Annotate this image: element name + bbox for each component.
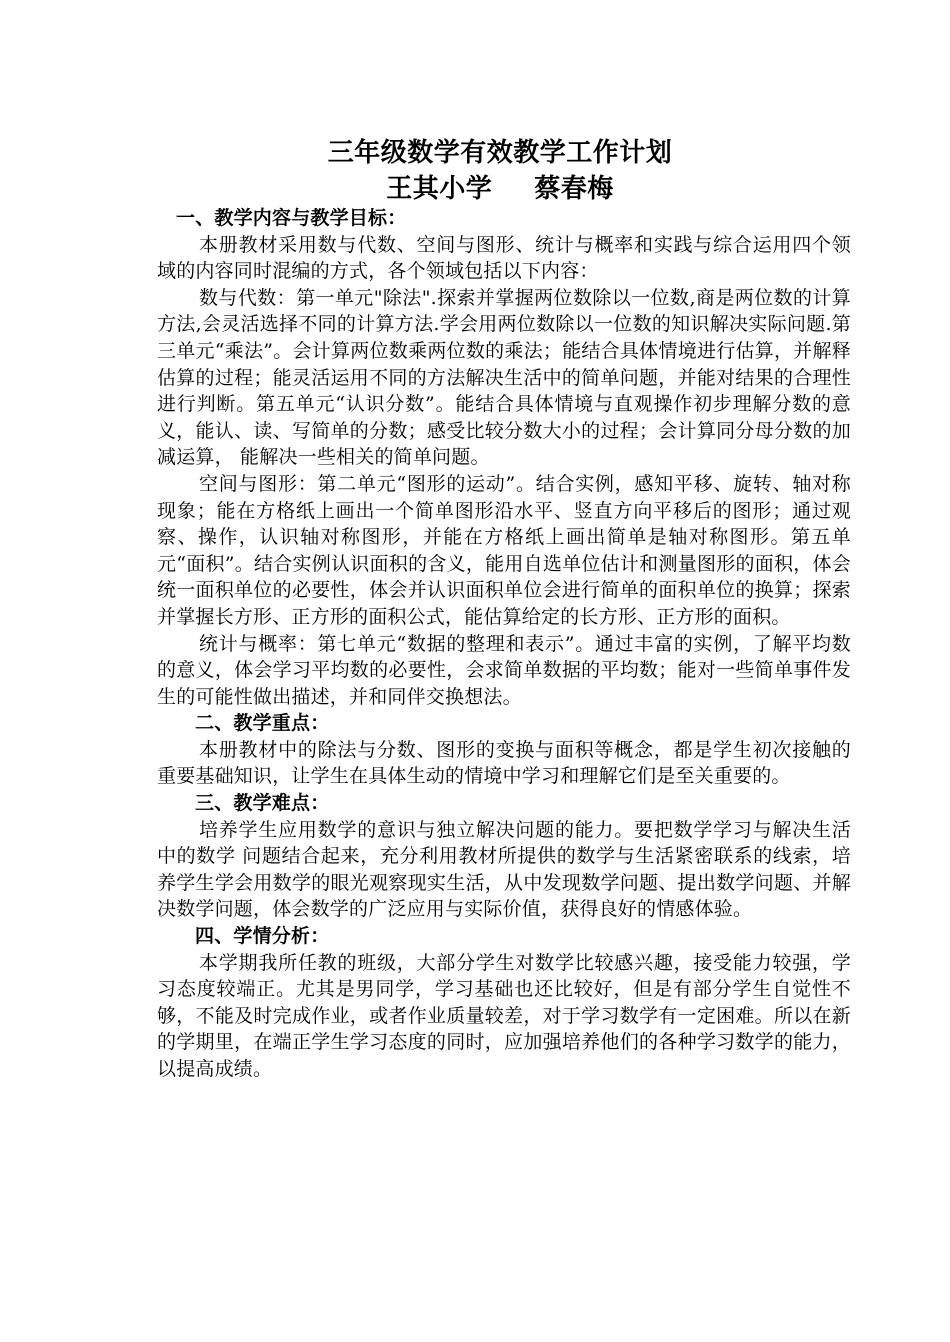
author-name: 蔡春梅 <box>534 174 614 204</box>
paragraph-student-analysis: 本学期我所任教的班级，大部分学生对数学比较感兴趣，接受能力较强，学习态度较端正。尤其是男同学，学习基础也还比较好，但是有部分学生自觉性不够，不能及时完成作业，或者作业质量较差，对于学习数学有一定困难。所以在新的学期里，在端正学生学习态度的同时，应加强培养他们的各种学习数学的能力，以提高成绩。 <box>157 951 851 1080</box>
school-name: 王其小学 <box>386 174 493 204</box>
paragraph-intro: 本册教材采用数与代数、空间与图形、统计与概率和实践与综合运用四个领域的内容同时混编的方式，各个领域包括以下内容： <box>157 233 851 283</box>
section-heading-key-points: 二、教学重点： <box>195 712 330 735</box>
section-heading-content-goals: 一、教学内容与教学目标： <box>176 207 407 229</box>
paragraph-space-shapes: 空间与图形：第二单元“图形的运动”。结合实例，感知平移、旋转、轴对称现象；能在方格纸上画出一个简单图形沿水平、竖直方向平移后的图形；通过观察、操作，认识轴对称图形，并能在方格纸上画出简单是轴对称图形。第五单元“面积”。结合实例认识面积的含义，能用自选单位估计和测量图形的面积，体会统一面积单位的必要性，体会并认识面积单位会进行简单的面积单位的换算；探索并掌握长方形、正方形的面积公式，能估算给定的长方形、正方形的面积。 <box>157 472 851 628</box>
paragraph-key-points: 本册教材中的除法与分数、图形的变换与面积等概念，都是学生初次接触的重要基础知识，让学生在具体生动的情境中学习和理解它们是至关重要的。 <box>157 738 851 788</box>
paragraph-difficulties: 培养学生应用数学的意识与独立解决问题的能力。要把数学学习与解决生活中的数学 问题结合起来，充分利用教材所提供的数学与生活紧密联系的线索，培养学生学会用数学的眼光观察现实生活，从中发现数学问题、提出数学问题、并解决数学问题，体会数学的广泛应用与实际价值，获得良好的情感体验。 <box>157 818 851 921</box>
document-body <box>157 205 851 1083</box>
document-title: 三年级数学有效教学工作计划 <box>327 138 673 168</box>
document-byline <box>0 173 950 205</box>
section-heading-difficulties: 三、教学难点： <box>195 792 330 815</box>
paragraph-statistics: 统计与概率：第七单元“数据的整理和表示”。通过丰富的实例，了解平均数的意义，体会学习平均数的必要性，会求简单数据的平均数；能对一些简单事件发生的可能性做出描述，并和同伴交换想法。 <box>157 632 851 708</box>
paragraph-numbers-algebra: 数与代数：第一单元"除法".探索并掌握两位数除以一位数,商是两位数的计算方法,会灵活选择不同的计算方法.学会用两位数除以一位数的知识解决实际问题.第三单元“乘法”。会计算两位数乘两位数的乘法；能结合具体情境进行估算，并解释估算的过程；能灵活运用不同的方法解决生活中的简单问题，并能对结果的合理性进行判断。第五单元“认识分数”。能结合具体情境与直观操作初步理解分数的意义，能认、读、写简单的分数；感受比较分数大小的过程；会计算同分母分数的加减运算， 能解决一些相关的简单问题。 <box>157 286 851 469</box>
section-heading-student-analysis: 四、学情分析： <box>195 925 330 948</box>
